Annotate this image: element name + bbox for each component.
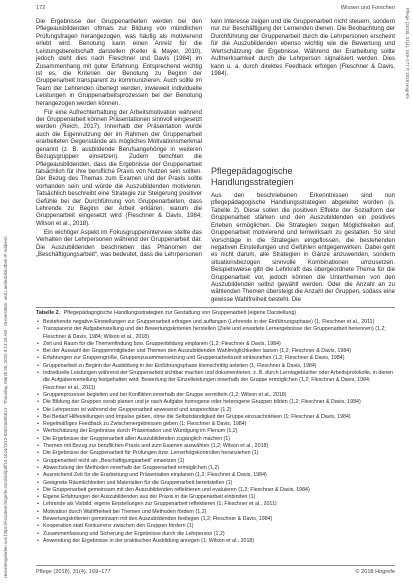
table-item: • Gruppenprozesse begleiten und bei Konflikten innerhalb der Gruppe vermitteln (1,2; Wilson et al., 2018) bbox=[36, 392, 395, 399]
table-item-list bbox=[36, 319, 395, 563]
left-column bbox=[36, 18, 202, 304]
section-heading: Pflegepädagogische Handlungsstrategien bbox=[211, 166, 294, 187]
table-caption bbox=[36, 310, 395, 317]
table-item: • Gruppenarbeit zu Beginn der Ausbildung in der Einführungsphase kleinschrittig anleiten (1; Fleschner & Davis, 1984) bbox=[36, 363, 395, 370]
table-item: • Regelmäßiges Feedback zu Zwischenergebnissen geben (1; Fleschner & Davis, 1984) bbox=[36, 421, 395, 428]
table-item: • Die Ergebnisse der Gruppenarbeit allen Auszubildenden zugänglich machen (1) bbox=[36, 436, 395, 443]
table-item: • Eigene Erfahrungen der Auszubildenden aus der Praxis in die Gruppenarbeit einbinden (1) bbox=[36, 494, 395, 501]
table-item: • Abwechslung der Methoden innerhalb der Gruppenarbeit ermöglichen (1,2) bbox=[36, 465, 395, 472]
table-item: • Zusammenfassung und Sicherung der Ergebnisse durch die Lehrperson (1,2) bbox=[36, 531, 395, 538]
right-column-top bbox=[211, 18, 395, 106]
journal-citation: Pflege (2018), 31(4), 169–177 bbox=[36, 569, 111, 575]
section-title: Wissen und Forschen bbox=[340, 5, 395, 11]
table-item: • Bestehende negative Einstellungen zur Gruppenarbeit erfragen und auffangen (Lehrende in der Einführungsphase) (1; Fleschner et al., 2011) bbox=[36, 319, 395, 326]
table-item: • Motivation durch Wahlfreiheit bei Themen und Methoden fördern (1,2) bbox=[36, 509, 395, 516]
table-item: • Individuelle Leistungen während der Gruppenarbeit sichtbar machen und dokumentieren, z. B. durch Lerntagebücher oder Arbeitsprotokolle, in denen die Aufgabenverteilung festgehalten wird; Bewertung der Einzelleistungen innerhalb der Gruppe ermöglichen (1,2; Fleschner & Davis, 1984; Fleschner et al., 2011) bbox=[36, 370, 395, 392]
body-paragraph: kein Interesse zeigen und die Gruppenarbeit nicht steuern, sondern nur zur Beschäftigung der Lernenden dienen. Die Beobachtung der Durchführung der Gruppenarbeit durch die Lehrpersonen erscheint für die Auszubildenden ebenso wichtig wie die Bewertung und Wertschätzung der Ergebnisse. Während der Erarbeitung sollte Aufmerksamkeit durch die Lehrperson signalisiert werden. Dies kann u. a. durch direktes Feedback erfolgen (Fleschner & Davis, 1984). bbox=[211, 18, 395, 77]
table-item: • Bei Bedarf Hilfestellungen und Impulse geben, ohne die Selbstständigkeit der Gruppe einzuschränken (1; Fleschner & Davis, 1984) bbox=[36, 414, 395, 421]
table-item: • Lehrende als Vorbild: eigene Einstellungen zur Gruppenarbeit reflektieren (1; Fleschner et al., 2011) bbox=[36, 501, 395, 508]
table-item: • Bewertungskriterien gemeinsam mit den Auszubildenden festlegen (1,2; Fleschner & Davis, 1984) bbox=[36, 516, 395, 523]
body-paragraph: Für eine Aufrechterhaltung der Arbeitsmotivation während der Gruppenarbeit können Präsentationen sinnvoll eingesetzt werden (Reich, 2017). Innerhalb der Präsentation wurde auch die Eigennutzung der im Rahmen der Gruppenarbeit erarbeiteten Gegenstände als mögliches Motivationsmerkmal genannt (z. B. ausbildende Berufsangehörige in weiteren Bezugsgruppen einsetzen). Zudem berichten die Pflegeausbildenden, dass die Ergebnisse der Gruppenarbeit tatsächlich für ihre berufliche Praxis von Nutzen sein sollten. Der Bezug des Themas zum Examen und der Praxis sollte vorhanden sein und würde die Auszubildenden motivieren. Tatsächlich beschreibt eine Strategie zur Steigerung positiver Gefühle bei der Durchführung von Gruppenarbeiten, dass Lehrende zu Beginn der Arbeit erklären, warum die Gruppenarbeit eingesetzt wird (Fleschner & Davis, 1984; Wilson et al., 2018). bbox=[36, 108, 202, 227]
table-label: Tabelle 2. bbox=[36, 310, 61, 316]
table-item: • Die Bildung der Gruppen vorab planen und je nach Aufgabe homogene oder heterogene Gruppen bilden (1,2; Fleschner & Davis, 1984) bbox=[36, 399, 395, 406]
table-item: • Anwendung der Ergebnisse in der praktischen Ausbildung anregen (1; Wilson et al., 2018) bbox=[36, 538, 395, 545]
strategy-table bbox=[36, 307, 395, 566]
table-item: • Themen mit Bezug zur beruflichen Praxis und zum Examen auswählen (1,2; Wilson et al., 2018) bbox=[36, 443, 395, 450]
table-item: • Erfahrungen zur Gruppengröße, Gruppenzusammensetzung und Gruppenarbeitszeit einbeziehen (1,2; Fleschner & Davis, 1984) bbox=[36, 355, 395, 362]
body-paragraph: Aus den beschriebenen Erkenntnissen sind nun pflegepädagogische Handlungsstrategien abgeleitet worden (s. Tabelle 2). Diese sollen die positiven Effekte der Sozialform der Gruppenarbeit stärken und den Auszubildenden ein positives Erleben ermöglichen. Die Strategien zeigen Möglichkeiten auf, Gruppenarbeit motivierend und lernwirksam zu gestalten. So sind Vorschläge in die Strategien eingeflossen, die bestehenden negativen Einstellungen und Gefühlen entgegenwirken. Dabei geht es nicht darum, alle Strategien in Gänze anzuwenden, sondern situationsbezogen sinnvolle Kombinationen umzusetzen. Beispielsweise gibt die Lehrkraft das übergeordnete Thema für die Gruppenarbeit vor, jedoch können die Unterthemen von den Auszubildenden selbst gewählt werden. Oder die Anzahl an zu wählenden Themen übersteigt die Anzahl der Gruppen, sodass eine gewisse Wahlfreiheit besteht. Die bbox=[211, 192, 395, 303]
running-header bbox=[36, 4, 395, 13]
table-item: • Geeignete Räumlichkeiten und Materialien für die Gruppenarbeit bereitstellen (1) bbox=[36, 480, 395, 487]
table-item: • Die Lehrperson ist während der Gruppenarbeit anwesend und ansprechbar (1,2) bbox=[36, 407, 395, 414]
page-number: 172 bbox=[36, 5, 46, 11]
table-item: • Ausreichend Zeit für die Erarbeitung und Präsentation einplanen (1,2; Fleschner & Davis, 1984) bbox=[36, 472, 395, 479]
copyright-notice: © 2018 Hogrefe bbox=[355, 569, 395, 575]
table-item: • Transparenz der Aufgabenstellung und der Bewertungskriterien herstellen (Ziele und erwartete Lernergebnisse der Gruppenarbeit benennen) (1,2; Fleschner & Davis, 1984; Wilson et al., 2018) bbox=[36, 326, 395, 341]
body-paragraph: Die Ergebnisse der Gruppenarbeiten werden bei den Pflegeausbildenden oftmals zur Bildung von mündlichen Prüfungsfragen herangezogen, was häufig als motivierend erlebt wird. Benotung kann einen Anreiz für die Leistungsbereitschaft darstellen (Keller & Mayer, 2010), jedoch steht dies nach Fleschner und Davis (1984) im Zusammenhang mit guter Erfahrung. Entsprechend wichtig ist es, die Kriterien der Benotung zu Beginn der Gruppenarbeit transparent zu kommunizieren. Auch sollte im Team der Lehrenden überlegt werden, inwieweit individuelle Leistungen in Gruppenarbeitsprozessen bei der Benotung herangezogen werden können. bbox=[36, 18, 202, 107]
right-column-bottom bbox=[211, 192, 395, 304]
table-caption-text: Pflegepädagogische Handlungsstrategien zur Gestaltung von Gruppenarbeit (eigene Darstellung) bbox=[63, 310, 297, 316]
table-item: • Gruppenarbeit nicht als „Beschäftigungsarbeit“ einsetzen (1) bbox=[36, 458, 395, 465]
running-footer bbox=[36, 568, 395, 577]
table-item: • Die Gruppenarbeit gemeinsam mit den Auszubildenden reflektieren und evaluieren (1,2; Fleschner & Davis, 1984) bbox=[36, 487, 395, 494]
table-item: • Die Ergebnisse der Gruppenarbeit für Prüfungen bzw. Lernerfolgskontrollen heranziehen (1) bbox=[36, 450, 395, 457]
download-stamp-left: Heruntergeladen von https://econtent.hogrefe.com/doi/pdf/10.1024/1012-5302/a000614 - Thursday, March 05, 2020 9:14:28 AM - Universitäts- und Landesbibliothek IP Address: bbox=[3, 235, 8, 578]
table-item: • Zeit und Raum für die Themenfindung bzw. Gruppenbildung einplanen (1,2; Fleschner & Davis, 1984) bbox=[36, 341, 395, 348]
table-item: • Kooperation statt Konkurrenz zwischen den Gruppen fördern (1) bbox=[36, 523, 395, 530]
download-stamp-right: Pflege (2018), 31(4), 169–177 © 2018 Hogrefe bbox=[405, 8, 410, 99]
table-item: • Wertschätzung der Ergebnisse durch Präsentation und Würdigung im Plenum (1,2) bbox=[36, 428, 395, 435]
table-item: • Bei der Auswahl der Gruppenmitglieder und Themen den Auszubildenden Wahlmöglichkeiten lassen (1,2; Fleschner & Davis, 1984) bbox=[36, 348, 395, 355]
body-paragraph: Ein wichtiger Aspekt im Fokusgruppeninterview stellte das Verhalten der Lehrpersonen während der Gruppenarbeit dar. Die Auszubildenden beschrieben das Phänomen der „Beschäftigungsarbeit“, was bedeutet, dass die Lehrpersonen bbox=[36, 228, 202, 259]
